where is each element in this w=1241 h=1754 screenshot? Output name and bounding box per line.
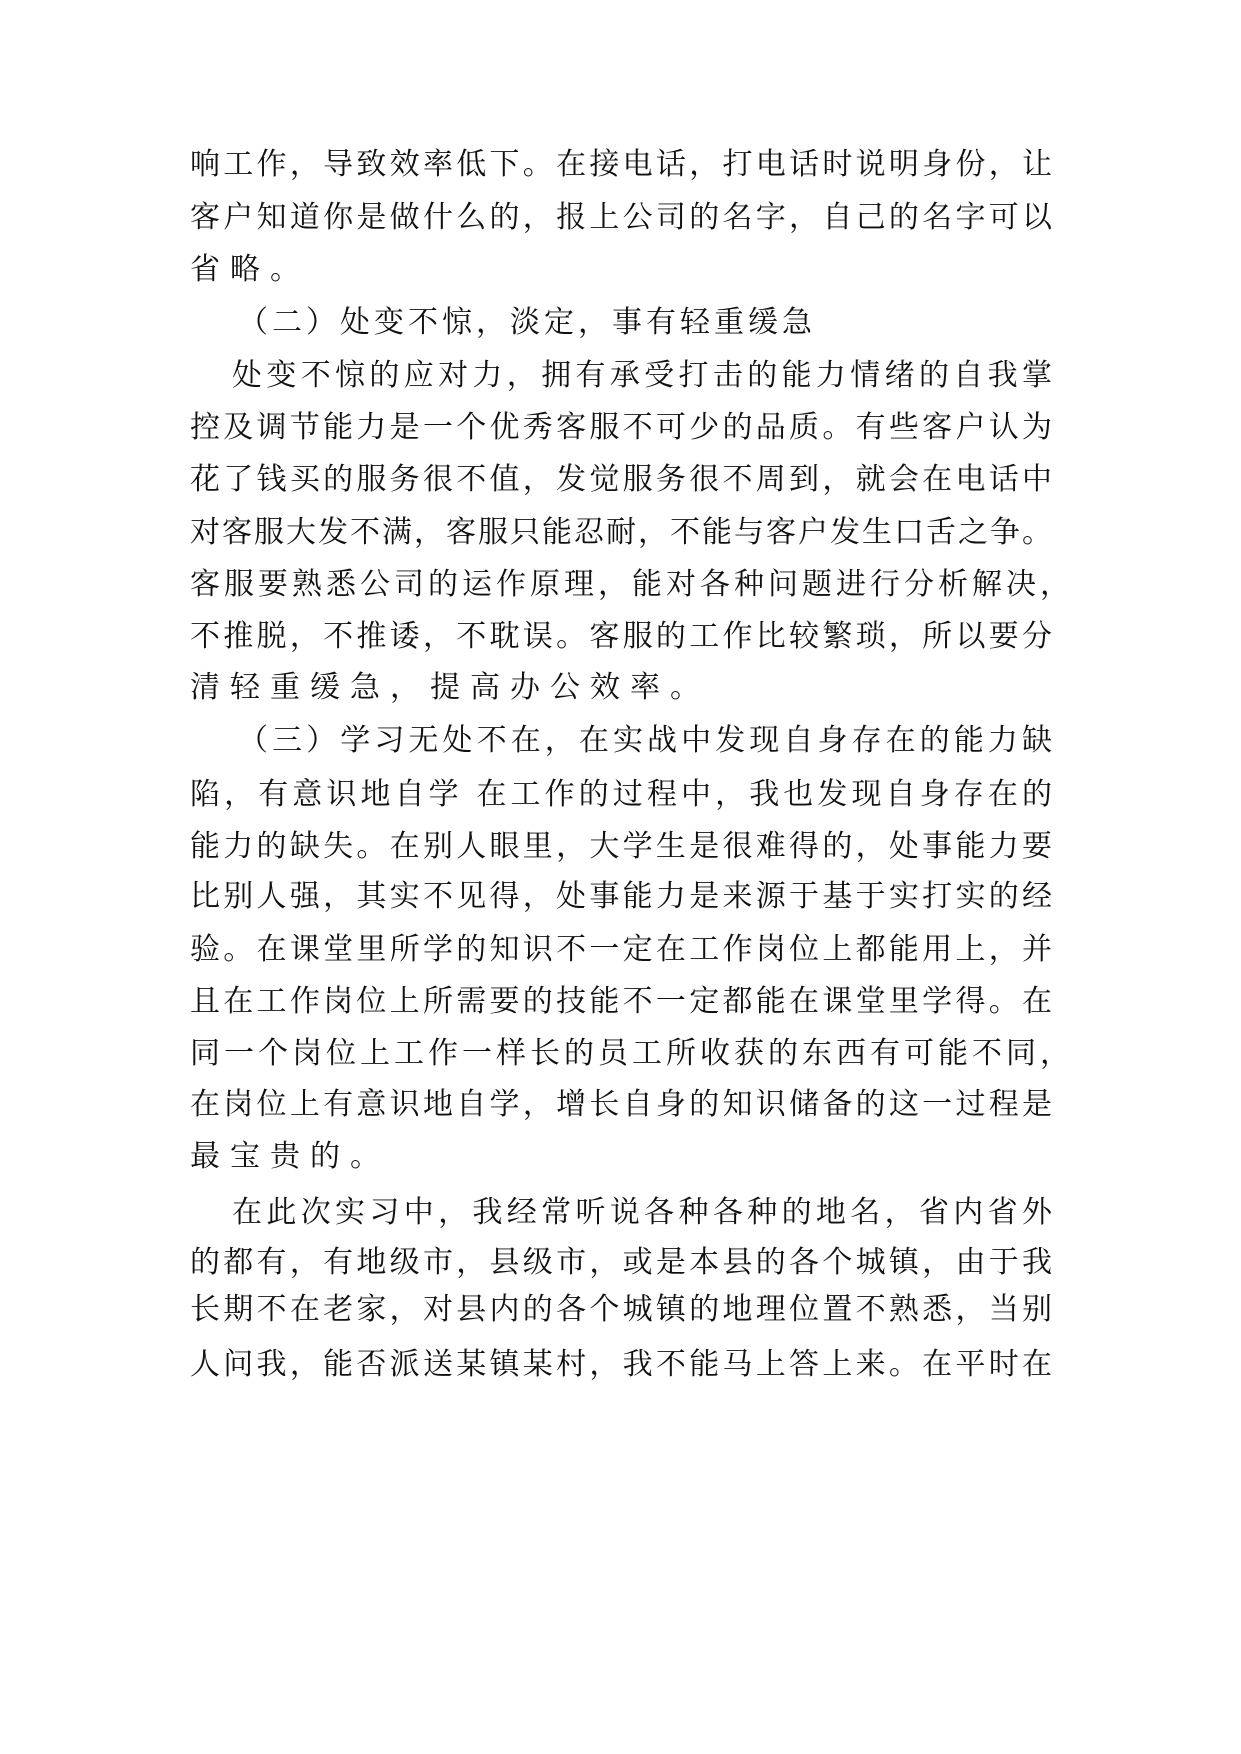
text-line: 长期不在老家，对县内的各个城镇的地理位置不熟悉，当别 bbox=[190, 1292, 1052, 1327]
text-line: 处变不惊的应对力，拥有承受打击的能力情绪的自我掌 bbox=[232, 358, 1052, 393]
text-line: 控及调节能力是一个优秀客服不可少的品质。有些客户认为 bbox=[190, 410, 1052, 445]
text-line: 客户知道你是做什么的，报上公司的名字，自己的名字可以 bbox=[190, 200, 1052, 235]
text-line: 省略。 bbox=[190, 252, 310, 287]
section-heading-3: （三）学习无处不在，在实战中发现自身存在的能力缺 bbox=[238, 723, 1052, 758]
text-line: 客服要熟悉公司的运作原理，能对各种问题进行分析解决， bbox=[190, 567, 1070, 602]
text-line: 人问我，能否派送某镇某村，我不能马上答上来。在平时在 bbox=[190, 1347, 1052, 1382]
text-line: 同一个岗位上工作一样长的员工所收获的东西有可能不同， bbox=[190, 1036, 1070, 1071]
text-line: 不推脱，不推诿，不耽误。客服的工作比较繁琐，所以要分 bbox=[190, 619, 1052, 654]
text-line: 且在工作岗位上所需要的技能不一定都能在课堂里学得。在 bbox=[190, 984, 1052, 1019]
text-line: 对客服大发不满，客服只能忍耐，不能与客户发生口舌之争。 bbox=[190, 515, 1052, 550]
text-line: 验。在课堂里所学的知识不一定在工作岗位上都能用上，并 bbox=[190, 932, 1052, 967]
text-line: 最宝贵的。 bbox=[190, 1139, 390, 1174]
text-line: 的都有，有地级市，县级市，或是本县的各个城镇，由于我 bbox=[190, 1245, 1052, 1280]
text-line: 陷，有意识地自学 在工作的过程中，我也发现自身存在的 bbox=[190, 777, 1052, 812]
text-line: 花了钱买的服务很不值，发觉服务很不周到，就会在电话中 bbox=[190, 462, 1052, 497]
section-heading-2: （二）处变不惊，淡定，事有轻重缓急 bbox=[238, 305, 816, 340]
text-line: 清轻重缓急，提高办公效率。 bbox=[190, 670, 710, 705]
text-line: 能力的缺失。在别人眼里，大学生是很难得的，处事能力要 bbox=[190, 829, 1052, 864]
text-line: 在此次实习中，我经常听说各种各种的地名，省内省外 bbox=[232, 1195, 1052, 1230]
text-line: 响工作，导致效率低下。在接电话，打电话时说明身份，让 bbox=[190, 147, 1052, 182]
text-line: 在岗位上有意识地自学，增长自身的知识储备的这一过程是 bbox=[190, 1087, 1052, 1122]
text-line: 比别人强，其实不见得，处事能力是来源于基于实打实的经 bbox=[190, 879, 1052, 914]
